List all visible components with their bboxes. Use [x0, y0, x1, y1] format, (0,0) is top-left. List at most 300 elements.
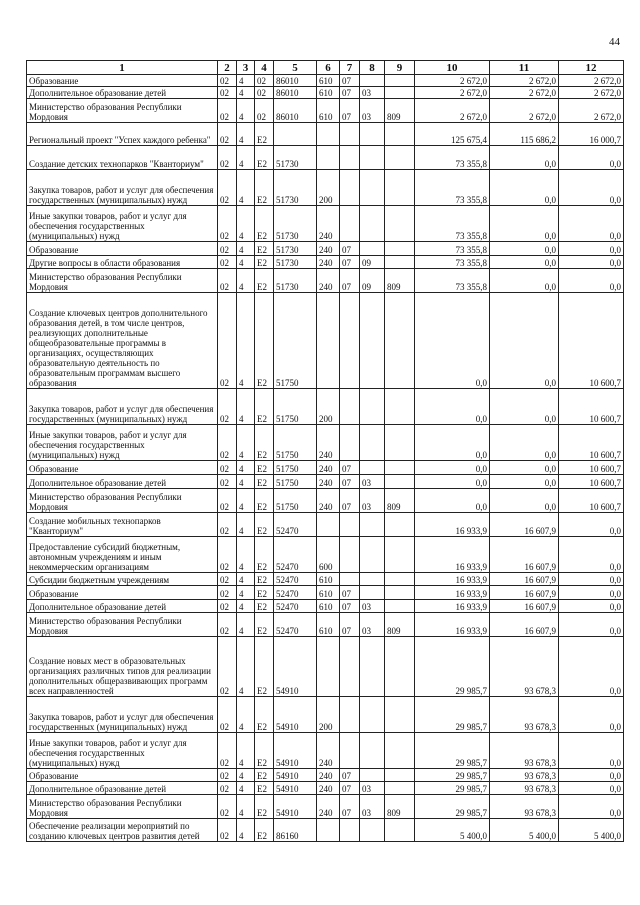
column-header: 5: [274, 61, 317, 75]
code-expense-type-cell: 240: [317, 795, 340, 819]
code-program-cell: 4: [237, 600, 255, 613]
amount-col-11-cell: 0,0: [490, 489, 559, 513]
amount-col-10-cell: 16 933,9: [415, 513, 490, 537]
code-program-cell: 4: [237, 293, 255, 389]
code-subdivision-cell: [360, 170, 385, 206]
code-project-cell: E2: [255, 256, 274, 269]
code-program-cell: 4: [237, 586, 255, 600]
code-expense-type-cell: 240: [317, 489, 340, 513]
code-item-cell: 54910: [274, 697, 317, 733]
code-program-cell: 4: [237, 170, 255, 206]
code-project-cell: E2: [255, 170, 274, 206]
amount-col-10-cell: 0,0: [415, 293, 490, 389]
table-row: [27, 389, 624, 425]
code-ministry-cell: [385, 146, 415, 170]
code-division-cell: [340, 146, 360, 170]
code-subdivision-cell: [360, 242, 385, 256]
code-subdivision-cell: [360, 819, 385, 842]
code-project-cell: E2: [255, 513, 274, 537]
code-expense-type-cell: 240: [317, 425, 340, 461]
amount-col-12-cell: 0,0: [559, 782, 624, 795]
amount-col-11-cell: 93 678,3: [490, 733, 559, 769]
row-name-cell: Закупка товаров, работ и услуг для обеспечения государственных (муниципальных) нужд: [27, 697, 218, 733]
amount-col-11-cell: 16 607,9: [490, 613, 559, 637]
table-row: [27, 99, 624, 123]
amount-col-10-cell: 29 985,7: [415, 637, 490, 697]
code-division-cell: [340, 573, 360, 586]
column-header: 9: [385, 61, 415, 75]
code-ministry-cell: 809: [385, 795, 415, 819]
code-division-cell: [340, 293, 360, 389]
amount-col-12-cell: 0,0: [559, 170, 624, 206]
table-row: [27, 600, 624, 613]
code-expense-type-cell: 610: [317, 99, 340, 123]
table-row: [27, 75, 624, 87]
code-project-cell: E2: [255, 206, 274, 242]
code-program-cell: 4: [237, 99, 255, 123]
code-ministry-cell: [385, 123, 415, 146]
amount-col-11-cell: 93 678,3: [490, 637, 559, 697]
amount-col-11-cell: 0,0: [490, 461, 559, 475]
amount-col-10-cell: 29 985,7: [415, 697, 490, 733]
amount-col-12-cell: 0,0: [559, 573, 624, 586]
table-row: [27, 819, 624, 842]
code-program-cell: 4: [237, 123, 255, 146]
column-header: 12: [559, 61, 624, 75]
code-item-cell: 54910: [274, 782, 317, 795]
amount-col-10-cell: 16 933,9: [415, 573, 490, 586]
code-section-cell: 02: [218, 475, 237, 489]
table-row: [27, 475, 624, 489]
code-program-cell: 4: [237, 269, 255, 293]
code-expense-type-cell: 240: [317, 782, 340, 795]
table-row: [27, 123, 624, 146]
row-name-cell: Образование: [27, 242, 218, 256]
code-division-cell: [340, 537, 360, 573]
amount-col-10-cell: 5 400,0: [415, 819, 490, 842]
code-ministry-cell: [385, 87, 415, 99]
code-division-cell: 07: [340, 782, 360, 795]
amount-col-12-cell: 16 000,7: [559, 123, 624, 146]
code-subdivision-cell: [360, 769, 385, 782]
code-item-cell: 86010: [274, 99, 317, 123]
code-division-cell: [340, 733, 360, 769]
amount-col-10-cell: 73 355,8: [415, 242, 490, 256]
amount-col-10-cell: 73 355,8: [415, 170, 490, 206]
code-subdivision-cell: [360, 537, 385, 573]
code-section-cell: 02: [218, 733, 237, 769]
code-ministry-cell: [385, 537, 415, 573]
amount-col-12-cell: 5 400,0: [559, 819, 624, 842]
code-project-cell: E2: [255, 425, 274, 461]
row-name-cell: Иные закупки товаров, работ и услуг для обеспечения государственных (муниципальных) нужд: [27, 733, 218, 769]
code-item-cell: 51730: [274, 242, 317, 256]
amount-col-10-cell: 73 355,8: [415, 146, 490, 170]
code-division-cell: 07: [340, 795, 360, 819]
budget-table: [26, 60, 624, 842]
code-subdivision-cell: [360, 513, 385, 537]
code-subdivision-cell: [360, 573, 385, 586]
table-row: [27, 733, 624, 769]
code-division-cell: 07: [340, 256, 360, 269]
table-body: [27, 75, 624, 842]
code-ministry-cell: [385, 206, 415, 242]
code-item-cell: 54910: [274, 769, 317, 782]
code-division-cell: 07: [340, 613, 360, 637]
code-section-cell: 02: [218, 293, 237, 389]
code-project-cell: E2: [255, 573, 274, 586]
code-ministry-cell: [385, 242, 415, 256]
code-project-cell: E2: [255, 269, 274, 293]
code-program-cell: 4: [237, 782, 255, 795]
row-name-cell: Создание мобильных технопарков "Кванториум": [27, 513, 218, 537]
code-project-cell: E2: [255, 489, 274, 513]
code-section-cell: 02: [218, 819, 237, 842]
code-section-cell: 02: [218, 782, 237, 795]
code-expense-type-cell: 240: [317, 256, 340, 269]
table-row: [27, 573, 624, 586]
code-ministry-cell: [385, 769, 415, 782]
code-ministry-cell: [385, 697, 415, 733]
code-item-cell: 51750: [274, 461, 317, 475]
code-ministry-cell: 809: [385, 613, 415, 637]
code-item-cell: 86160: [274, 819, 317, 842]
code-project-cell: E2: [255, 600, 274, 613]
code-section-cell: 02: [218, 75, 237, 87]
code-item-cell: 51730: [274, 269, 317, 293]
amount-col-11-cell: 0,0: [490, 170, 559, 206]
code-ministry-cell: [385, 733, 415, 769]
page-number: 44: [609, 36, 620, 48]
table-row: [27, 769, 624, 782]
row-name-cell: Создание новых мест в образовательных организациях различных типов для реализации дополнительных общеразвивающих программ всех направленностей: [27, 637, 218, 697]
table-row: [27, 87, 624, 99]
code-item-cell: 51730: [274, 256, 317, 269]
amount-col-11-cell: 93 678,3: [490, 769, 559, 782]
code-project-cell: E2: [255, 782, 274, 795]
code-project-cell: 02: [255, 75, 274, 87]
column-header: 2: [218, 61, 237, 75]
code-subdivision-cell: 03: [360, 600, 385, 613]
code-subdivision-cell: [360, 123, 385, 146]
row-name-cell: Министерство образования Республики Мордовия: [27, 99, 218, 123]
amount-col-10-cell: 29 985,7: [415, 795, 490, 819]
row-name-cell: Министерство образования Республики Мордовия: [27, 613, 218, 637]
column-header: 6: [317, 61, 340, 75]
code-expense-type-cell: 610: [317, 586, 340, 600]
code-expense-type-cell: 610: [317, 600, 340, 613]
row-name-cell: Предоставление субсидий бюджетным, автономным учреждениям и иным некоммерческим организациям: [27, 537, 218, 573]
code-subdivision-cell: [360, 697, 385, 733]
column-header: 11: [490, 61, 559, 75]
code-ministry-cell: [385, 75, 415, 87]
code-item-cell: 51750: [274, 293, 317, 389]
code-ministry-cell: [385, 586, 415, 600]
code-project-cell: E2: [255, 389, 274, 425]
column-header: 8: [360, 61, 385, 75]
code-program-cell: 4: [237, 733, 255, 769]
code-section-cell: 02: [218, 99, 237, 123]
amount-col-11-cell: 0,0: [490, 389, 559, 425]
code-division-cell: 07: [340, 461, 360, 475]
amount-col-12-cell: 0,0: [559, 513, 624, 537]
column-header: 4: [255, 61, 274, 75]
code-section-cell: 02: [218, 269, 237, 293]
table-row: [27, 697, 624, 733]
amount-col-10-cell: 73 355,8: [415, 256, 490, 269]
amount-col-10-cell: 0,0: [415, 425, 490, 461]
code-section-cell: 02: [218, 637, 237, 697]
code-item-cell: 52470: [274, 537, 317, 573]
code-program-cell: 4: [237, 795, 255, 819]
code-ministry-cell: [385, 637, 415, 697]
code-division-cell: 07: [340, 475, 360, 489]
code-expense-type-cell: 240: [317, 733, 340, 769]
amount-col-11-cell: 16 607,9: [490, 573, 559, 586]
amount-col-10-cell: 16 933,9: [415, 613, 490, 637]
code-project-cell: E2: [255, 819, 274, 842]
row-name-cell: Иные закупки товаров, работ и услуг для обеспечения государственных (муниципальных) нужд: [27, 425, 218, 461]
amount-col-11-cell: 0,0: [490, 146, 559, 170]
code-item-cell: 52470: [274, 513, 317, 537]
code-section-cell: 02: [218, 123, 237, 146]
code-division-cell: 07: [340, 489, 360, 513]
amount-col-12-cell: 10 600,7: [559, 475, 624, 489]
code-program-cell: 4: [237, 461, 255, 475]
amount-col-11-cell: 0,0: [490, 475, 559, 489]
table-row: [27, 613, 624, 637]
row-name-cell: Субсидии бюджетным учреждениям: [27, 573, 218, 586]
code-ministry-cell: [385, 573, 415, 586]
table-row: [27, 637, 624, 697]
table-row: [27, 269, 624, 293]
amount-col-11-cell: 93 678,3: [490, 782, 559, 795]
code-program-cell: 4: [237, 637, 255, 697]
amount-col-11-cell: 16 607,9: [490, 537, 559, 573]
code-division-cell: [340, 819, 360, 842]
code-program-cell: 4: [237, 537, 255, 573]
row-name-cell: Министерство образования Республики Мордовия: [27, 489, 218, 513]
code-subdivision-cell: 03: [360, 613, 385, 637]
code-ministry-cell: [385, 600, 415, 613]
row-name-cell: Министерство образования Республики Мордовия: [27, 269, 218, 293]
code-division-cell: [340, 697, 360, 733]
code-item-cell: 51730: [274, 170, 317, 206]
amount-col-12-cell: 10 600,7: [559, 293, 624, 389]
code-expense-type-cell: 240: [317, 242, 340, 256]
code-expense-type-cell: 200: [317, 170, 340, 206]
amount-col-12-cell: 0,0: [559, 769, 624, 782]
code-section-cell: 02: [218, 795, 237, 819]
code-expense-type-cell: 610: [317, 613, 340, 637]
amount-col-10-cell: 2 672,0: [415, 75, 490, 87]
code-ministry-cell: 809: [385, 99, 415, 123]
code-item-cell: 52470: [274, 586, 317, 600]
amount-col-12-cell: 10 600,7: [559, 461, 624, 475]
code-expense-type-cell: [317, 513, 340, 537]
code-ministry-cell: 809: [385, 489, 415, 513]
amount-col-12-cell: 2 672,0: [559, 75, 624, 87]
code-project-cell: E2: [255, 733, 274, 769]
code-ministry-cell: [385, 475, 415, 489]
amount-col-12-cell: 0,0: [559, 537, 624, 573]
row-name-cell: Иные закупки товаров, работ и услуг для обеспечения государственных (муниципальных) нужд: [27, 206, 218, 242]
code-section-cell: 02: [218, 87, 237, 99]
code-division-cell: 07: [340, 99, 360, 123]
code-project-cell: E2: [255, 697, 274, 733]
code-section-cell: 02: [218, 697, 237, 733]
amount-col-11-cell: 0,0: [490, 242, 559, 256]
code-program-cell: 4: [237, 256, 255, 269]
code-section-cell: 02: [218, 489, 237, 513]
code-division-cell: 07: [340, 87, 360, 99]
code-expense-type-cell: 600: [317, 537, 340, 573]
code-section-cell: 02: [218, 389, 237, 425]
code-ministry-cell: [385, 425, 415, 461]
code-item-cell: [274, 123, 317, 146]
table-row: [27, 293, 624, 389]
amount-col-11-cell: 2 672,0: [490, 87, 559, 99]
code-division-cell: 07: [340, 586, 360, 600]
code-division-cell: 07: [340, 769, 360, 782]
code-ministry-cell: [385, 782, 415, 795]
table-row: [27, 146, 624, 170]
code-project-cell: E2: [255, 146, 274, 170]
code-division-cell: 07: [340, 75, 360, 87]
code-ministry-cell: [385, 293, 415, 389]
code-division-cell: [340, 389, 360, 425]
code-subdivision-cell: 03: [360, 475, 385, 489]
code-section-cell: 02: [218, 146, 237, 170]
code-division-cell: 07: [340, 600, 360, 613]
row-name-cell: Образование: [27, 586, 218, 600]
code-section-cell: 02: [218, 256, 237, 269]
code-subdivision-cell: [360, 425, 385, 461]
row-name-cell: Образование: [27, 75, 218, 87]
code-expense-type-cell: 240: [317, 769, 340, 782]
code-subdivision-cell: 03: [360, 782, 385, 795]
code-item-cell: 86010: [274, 87, 317, 99]
amount-col-12-cell: 2 672,0: [559, 87, 624, 99]
code-item-cell: 52470: [274, 573, 317, 586]
amount-col-10-cell: 0,0: [415, 389, 490, 425]
amount-col-12-cell: 0,0: [559, 269, 624, 293]
table-row: [27, 586, 624, 600]
code-subdivision-cell: [360, 146, 385, 170]
table-row: [27, 489, 624, 513]
amount-col-10-cell: 29 985,7: [415, 769, 490, 782]
amount-col-11-cell: 16 607,9: [490, 513, 559, 537]
amount-col-12-cell: 0,0: [559, 146, 624, 170]
code-item-cell: 86010: [274, 75, 317, 87]
code-section-cell: 02: [218, 170, 237, 206]
amount-col-12-cell: 2 672,0: [559, 99, 624, 123]
code-item-cell: 51750: [274, 425, 317, 461]
code-subdivision-cell: [360, 293, 385, 389]
code-item-cell: 52470: [274, 613, 317, 637]
code-project-cell: E2: [255, 475, 274, 489]
code-expense-type-cell: [317, 819, 340, 842]
code-expense-type-cell: 200: [317, 389, 340, 425]
amount-col-12-cell: 10 600,7: [559, 389, 624, 425]
code-program-cell: 4: [237, 819, 255, 842]
amount-col-11-cell: 2 672,0: [490, 75, 559, 87]
code-subdivision-cell: [360, 461, 385, 475]
code-expense-type-cell: [317, 123, 340, 146]
row-name-cell: Закупка товаров, работ и услуг для обеспечения государственных (муниципальных) нужд: [27, 170, 218, 206]
code-project-cell: E2: [255, 769, 274, 782]
code-subdivision-cell: [360, 733, 385, 769]
code-item-cell: 54910: [274, 795, 317, 819]
code-program-cell: 4: [237, 573, 255, 586]
amount-col-12-cell: 0,0: [559, 206, 624, 242]
table-row: [27, 170, 624, 206]
code-program-cell: 4: [237, 489, 255, 513]
row-name-cell: Закупка товаров, работ и услуг для обеспечения государственных (муниципальных) нужд: [27, 389, 218, 425]
code-subdivision-cell: [360, 75, 385, 87]
table-row: [27, 206, 624, 242]
code-project-cell: E2: [255, 461, 274, 475]
amount-col-10-cell: 73 355,8: [415, 269, 490, 293]
code-program-cell: 4: [237, 389, 255, 425]
code-ministry-cell: [385, 819, 415, 842]
code-expense-type-cell: [317, 293, 340, 389]
row-name-cell: Образование: [27, 461, 218, 475]
amount-col-10-cell: 16 933,9: [415, 586, 490, 600]
code-section-cell: 02: [218, 769, 237, 782]
code-program-cell: 4: [237, 425, 255, 461]
table-row: [27, 537, 624, 573]
table-row: [27, 795, 624, 819]
row-name-cell: Министерство образования Республики Мордовия: [27, 795, 218, 819]
code-project-cell: E2: [255, 123, 274, 146]
code-ministry-cell: [385, 170, 415, 206]
code-program-cell: 4: [237, 475, 255, 489]
code-expense-type-cell: 240: [317, 206, 340, 242]
code-item-cell: 51750: [274, 489, 317, 513]
code-project-cell: E2: [255, 795, 274, 819]
code-expense-type-cell: 610: [317, 87, 340, 99]
row-name-cell: Создание детских технопарков "Кванториум": [27, 146, 218, 170]
code-section-cell: 02: [218, 425, 237, 461]
code-item-cell: 51750: [274, 475, 317, 489]
amount-col-12-cell: 0,0: [559, 637, 624, 697]
code-section-cell: 02: [218, 513, 237, 537]
row-name-cell: Региональный проект "Успех каждого ребенка": [27, 123, 218, 146]
amount-col-10-cell: 2 672,0: [415, 99, 490, 123]
table-row: [27, 513, 624, 537]
code-item-cell: 51750: [274, 389, 317, 425]
row-name-cell: Обеспечение реализации мероприятий по созданию ключевых центров развития детей: [27, 819, 218, 842]
table-row: [27, 461, 624, 475]
amount-col-10-cell: 0,0: [415, 461, 490, 475]
code-subdivision-cell: [360, 586, 385, 600]
column-header: 1: [27, 61, 218, 75]
code-project-cell: E2: [255, 242, 274, 256]
column-header: 7: [340, 61, 360, 75]
amount-col-11-cell: 93 678,3: [490, 697, 559, 733]
code-division-cell: 07: [340, 269, 360, 293]
table-header: [27, 61, 624, 75]
amount-col-10-cell: 16 933,9: [415, 600, 490, 613]
row-name-cell: Создание ключевых центров дополнительного образования детей, в том числе центров, реализующих дополнительные общеобразовательные программы в организациях, осуществляющих образовательную деятельность по образовательным программам высшего образования: [27, 293, 218, 389]
code-expense-type-cell: 240: [317, 475, 340, 489]
code-project-cell: 02: [255, 99, 274, 123]
amount-col-11-cell: 0,0: [490, 293, 559, 389]
amount-col-11-cell: 16 607,9: [490, 600, 559, 613]
code-division-cell: [340, 170, 360, 206]
amount-col-10-cell: 29 985,7: [415, 782, 490, 795]
